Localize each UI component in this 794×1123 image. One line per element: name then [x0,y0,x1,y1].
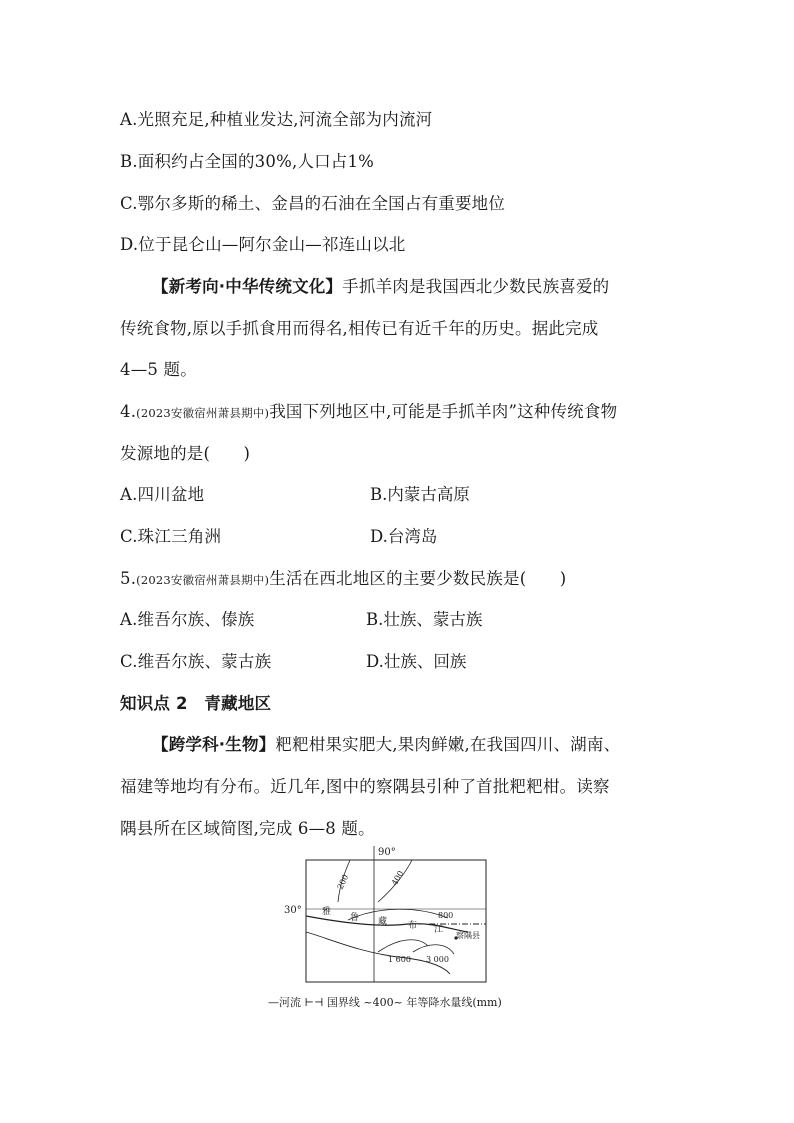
intro-1-tag: 【新考向·中华传统文化】 [152,277,343,296]
river-char-5: 江 [434,925,444,935]
contour-800 [348,909,448,920]
contour-label-800: 800 [438,911,454,920]
q5-option-b: B.壮族、蒙古族 [366,610,483,629]
q5-stem-text: 生活在西北地区的主要少数民族是( ) [269,569,567,588]
river-char-4: 布 [408,921,418,931]
q3-option-a: A.光照充足,种植业发达,河流全部为内流河 [120,110,433,129]
section-title: 知识点 2 青藏地区 [120,694,272,713]
county-label: 察隅县 [456,931,480,940]
intro-1-text-1: 手抓羊肉是我国西北少数民族喜爱的 [342,277,610,296]
contour-label-200: 200 [335,873,351,891]
map-legend: —河流 ⊢⊣ 国界线 ~400~ 年等降水量线(mm) [268,996,502,1009]
intro-2-tag: 【跨学科·生物】 [152,735,276,754]
q4-option-b: B.内蒙古高原 [370,485,470,504]
intro-2-line-3: 隅县所在区域简图,完成 6—8 题。 [120,819,375,838]
river-char-3: 藏 [378,917,388,927]
intro-1-line-3: 4—5 题。 [120,360,197,379]
river-char-1: 雅 [322,907,332,917]
intro-2-line-1 [152,731,620,755]
contour-label-1600: 1 600 [388,955,411,964]
intro-1-line-2: 传统食物,原以手抓食用而得名,相传已有近千年的历史。据此完成 [120,319,599,338]
q4-stem-1: 我国下列地区中,可能是手抓羊肉”这种传统食物 [269,402,618,421]
q3-option-c: C.鄂尔多斯的稀土、金昌的石油在全国占有重要地位 [120,194,506,213]
intro-2-text-1: 粑粑柑果实肥大,果肉鲜嫩,在我国四川、湖南、 [275,735,621,754]
intro-2-line-2: 福建等地均有分布。近几年,图中的察隅县引种了首批粑粑柑。读察 [120,777,610,796]
q5-source: (2023安徽宿州萧县期中) [136,573,270,587]
contour-1600 [378,940,428,952]
q5-stem [120,565,566,589]
contour-label-3000: 3 000 [426,955,449,964]
q5-option-a: A.维吾尔族、傣族 [120,610,255,629]
contour-label-400: 400 [389,869,406,887]
border-south [306,932,450,974]
q4-option-d: D.台湾岛 [370,527,438,546]
q5-number: 5. [120,569,137,588]
region-map [278,842,518,1012]
q3-option-d: D.位于昆仑山—阿尔金山—祁连山以北 [120,235,406,254]
q5-option-c: C.维吾尔族、蒙古族 [120,652,272,671]
q4-stem-line-2: 发源地的是( ) [120,444,251,463]
lat-label: 30° [284,905,302,916]
lon-label: 90° [378,847,396,858]
river-char-2: 鲁 [350,913,360,923]
q4-stem-line-1 [120,398,617,422]
contour-3000 [413,945,454,954]
q3-option-b: B.面积约占全国的30%,人口占1% [120,152,375,171]
intro-1-line-1 [152,273,609,297]
q5-option-d: D.壮族、回族 [366,652,467,671]
q4-option-a: A.四川盆地 [120,485,205,504]
q4-source: (2023安徽宿州萧县期中) [136,406,270,420]
q4-option-c: C.珠江三角洲 [120,527,222,546]
q4-number: 4. [120,402,137,421]
